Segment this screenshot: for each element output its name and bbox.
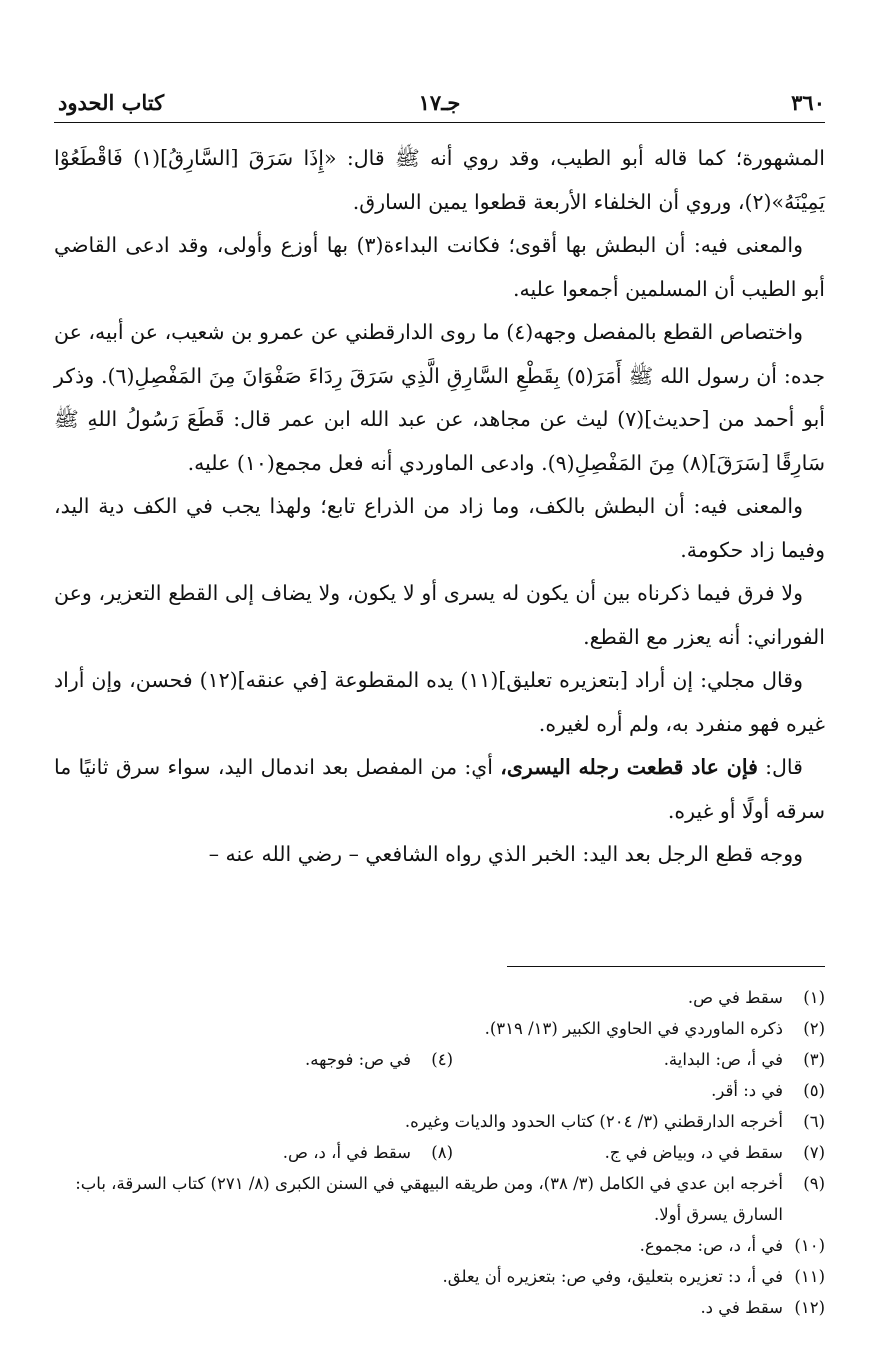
footnote-number: (٦) bbox=[803, 1112, 825, 1131]
footnote-text: في أ، د: تعزيره بتعليق، وفي ص: بتعزيره أن يعلق. bbox=[442, 1267, 783, 1286]
footnote-number: (٥) bbox=[803, 1081, 825, 1100]
footnote-number: (٣) bbox=[803, 1050, 825, 1069]
footnote bbox=[54, 1292, 825, 1323]
footnote-divider bbox=[507, 966, 825, 967]
paragraph: والمعنى فيه: أن البطش بالكف، وما زاد من الذراع تابع؛ ولهذا يجب في الكف دية اليد، وفيما زاد حكومة. bbox=[54, 494, 825, 562]
footnote-text: في أ، د، ص: مجموع. bbox=[639, 1236, 783, 1255]
paragraph: المشهورة؛ كما قاله أبو الطيب، وقد روي أنه ﷺ قال: «إِذَا سَرَقَ [السَّارِقُ](١) فَاقْطَعُوْا يَمِيْنَهُ»(٢)، وروي أن الخلفاء الأربعة قطعوا يمين السارق. bbox=[54, 146, 825, 214]
footnote-number: (٧) bbox=[803, 1143, 825, 1162]
footnote-number: (١٠) bbox=[794, 1236, 825, 1255]
footnote bbox=[54, 1168, 825, 1230]
volume-label: جـ١٧ bbox=[418, 90, 461, 115]
footnote bbox=[54, 1075, 825, 1106]
paragraph: ولا فرق فيما ذكرناه بين أن يكون له يسرى أو لا يكون، ولا يضاف إلى القطع التعزير، وعن الفوراني: أنه يعزر مع القطع. bbox=[54, 581, 825, 649]
paragraph bbox=[54, 746, 825, 833]
footnote-number: (١) bbox=[803, 988, 825, 1007]
footnote bbox=[54, 982, 825, 1013]
footnote bbox=[54, 1261, 825, 1292]
footnote bbox=[54, 1106, 825, 1137]
footnote-pair bbox=[54, 1044, 825, 1075]
paragraph-prefix: قال: bbox=[757, 755, 803, 779]
footnote-text: سقط في د. bbox=[700, 1298, 783, 1317]
matn-quote: فإن عاد قطعت رجله اليسرى، bbox=[500, 755, 758, 779]
running-header bbox=[54, 88, 825, 123]
footnote-text: ذكره الماوردي في الحاوي الكبير (١٣/ ٣١٩). bbox=[484, 1019, 783, 1038]
paragraph: واختصاص القطع بالمفصل وجهه(٤) ما روى الدارقطني عن عمرو بن شعيب، عن أبيه، عن جده: أن رسول الله ﷺ أَمَرَ(٥) بِقَطْعِ السَّارِقِ الَّذِي سَرَقَ رِدَاءَ صَفْوَانَ مِنَ المَفْصِلِ(٦). وذكر أبو أحمد من [حديث](٧) ليث عن مجاهد، عن عبد الله ابن عمر قال: قَطَعَ رَسُولُ اللهِ ﷺ سَارِقًا [سَرَقَ](٨) مِنَ المَفْصِلِ(٩). وادعى الماوردي أنه فعل مجمع(١٠) عليه. bbox=[54, 320, 826, 475]
footnote-text: في ص: فوجهه. bbox=[305, 1050, 411, 1069]
paragraph: وقال مجلي: إن أراد [بتعزيره تعليق](١١) يده المقطوعة [في عنقه](١٢) فحسن، وإن أراد غيره فهو منفرد به، ولم أره لغيره. bbox=[54, 668, 825, 736]
footnote-number: (٤) bbox=[431, 1050, 453, 1069]
footnote bbox=[54, 1230, 825, 1261]
footnote-number: (٩) bbox=[803, 1174, 825, 1193]
footnote-number: (٢) bbox=[803, 1019, 825, 1038]
footnote-text: سقط في د، وبياض في ج. bbox=[604, 1143, 783, 1162]
page-number: ٣٦٠ bbox=[791, 90, 825, 115]
footnote-number: (١١) bbox=[794, 1267, 825, 1286]
footnote-text: أخرجه الدارقطني (٣/ ٢٠٤) كتاب الحدود والديات وغيره. bbox=[404, 1112, 783, 1131]
footnote-text: سقط في ص. bbox=[687, 988, 783, 1007]
footnote-text: في أ، ص: البداية. bbox=[663, 1050, 783, 1069]
footnote-number: (١٢) bbox=[794, 1298, 825, 1317]
paragraph: والمعنى فيه: أن البطش بها أقوى؛ فكانت البداءة(٣) بها أوزع وأولى، وقد ادعى القاضي أبو الطيب أن المسلمين أجمعوا عليه. bbox=[54, 233, 825, 301]
footnote-number: (٨) bbox=[431, 1143, 453, 1162]
chapter-title: كتاب الحدود bbox=[58, 90, 165, 115]
paragraph: ووجه قطع الرجل بعد اليد: الخبر الذي رواه الشافعي – رضي الله عنه – bbox=[208, 842, 803, 866]
main-text bbox=[54, 137, 825, 877]
footnote bbox=[54, 1013, 825, 1044]
footnote-text: أخرجه ابن عدي في الكامل (٣/ ٣٨)، ومن طريقه البيهقي في السنن الكبرى (٨/ ٢٧١) كتاب السرقة، باب: السارق يسرق أولا. bbox=[75, 1174, 783, 1224]
footnotes bbox=[54, 982, 825, 1323]
paragraph-rest: أي: من المفصل بعد اندمال اليد، سواء سرق ثانيًا ما سرقه أولًا أو غيره. bbox=[54, 755, 825, 823]
footnote-pair bbox=[54, 1137, 825, 1168]
footnote-text: في د: أقر. bbox=[711, 1081, 783, 1100]
book-page bbox=[54, 88, 825, 1350]
footnote-text: سقط في أ، د، ص. bbox=[282, 1143, 411, 1162]
